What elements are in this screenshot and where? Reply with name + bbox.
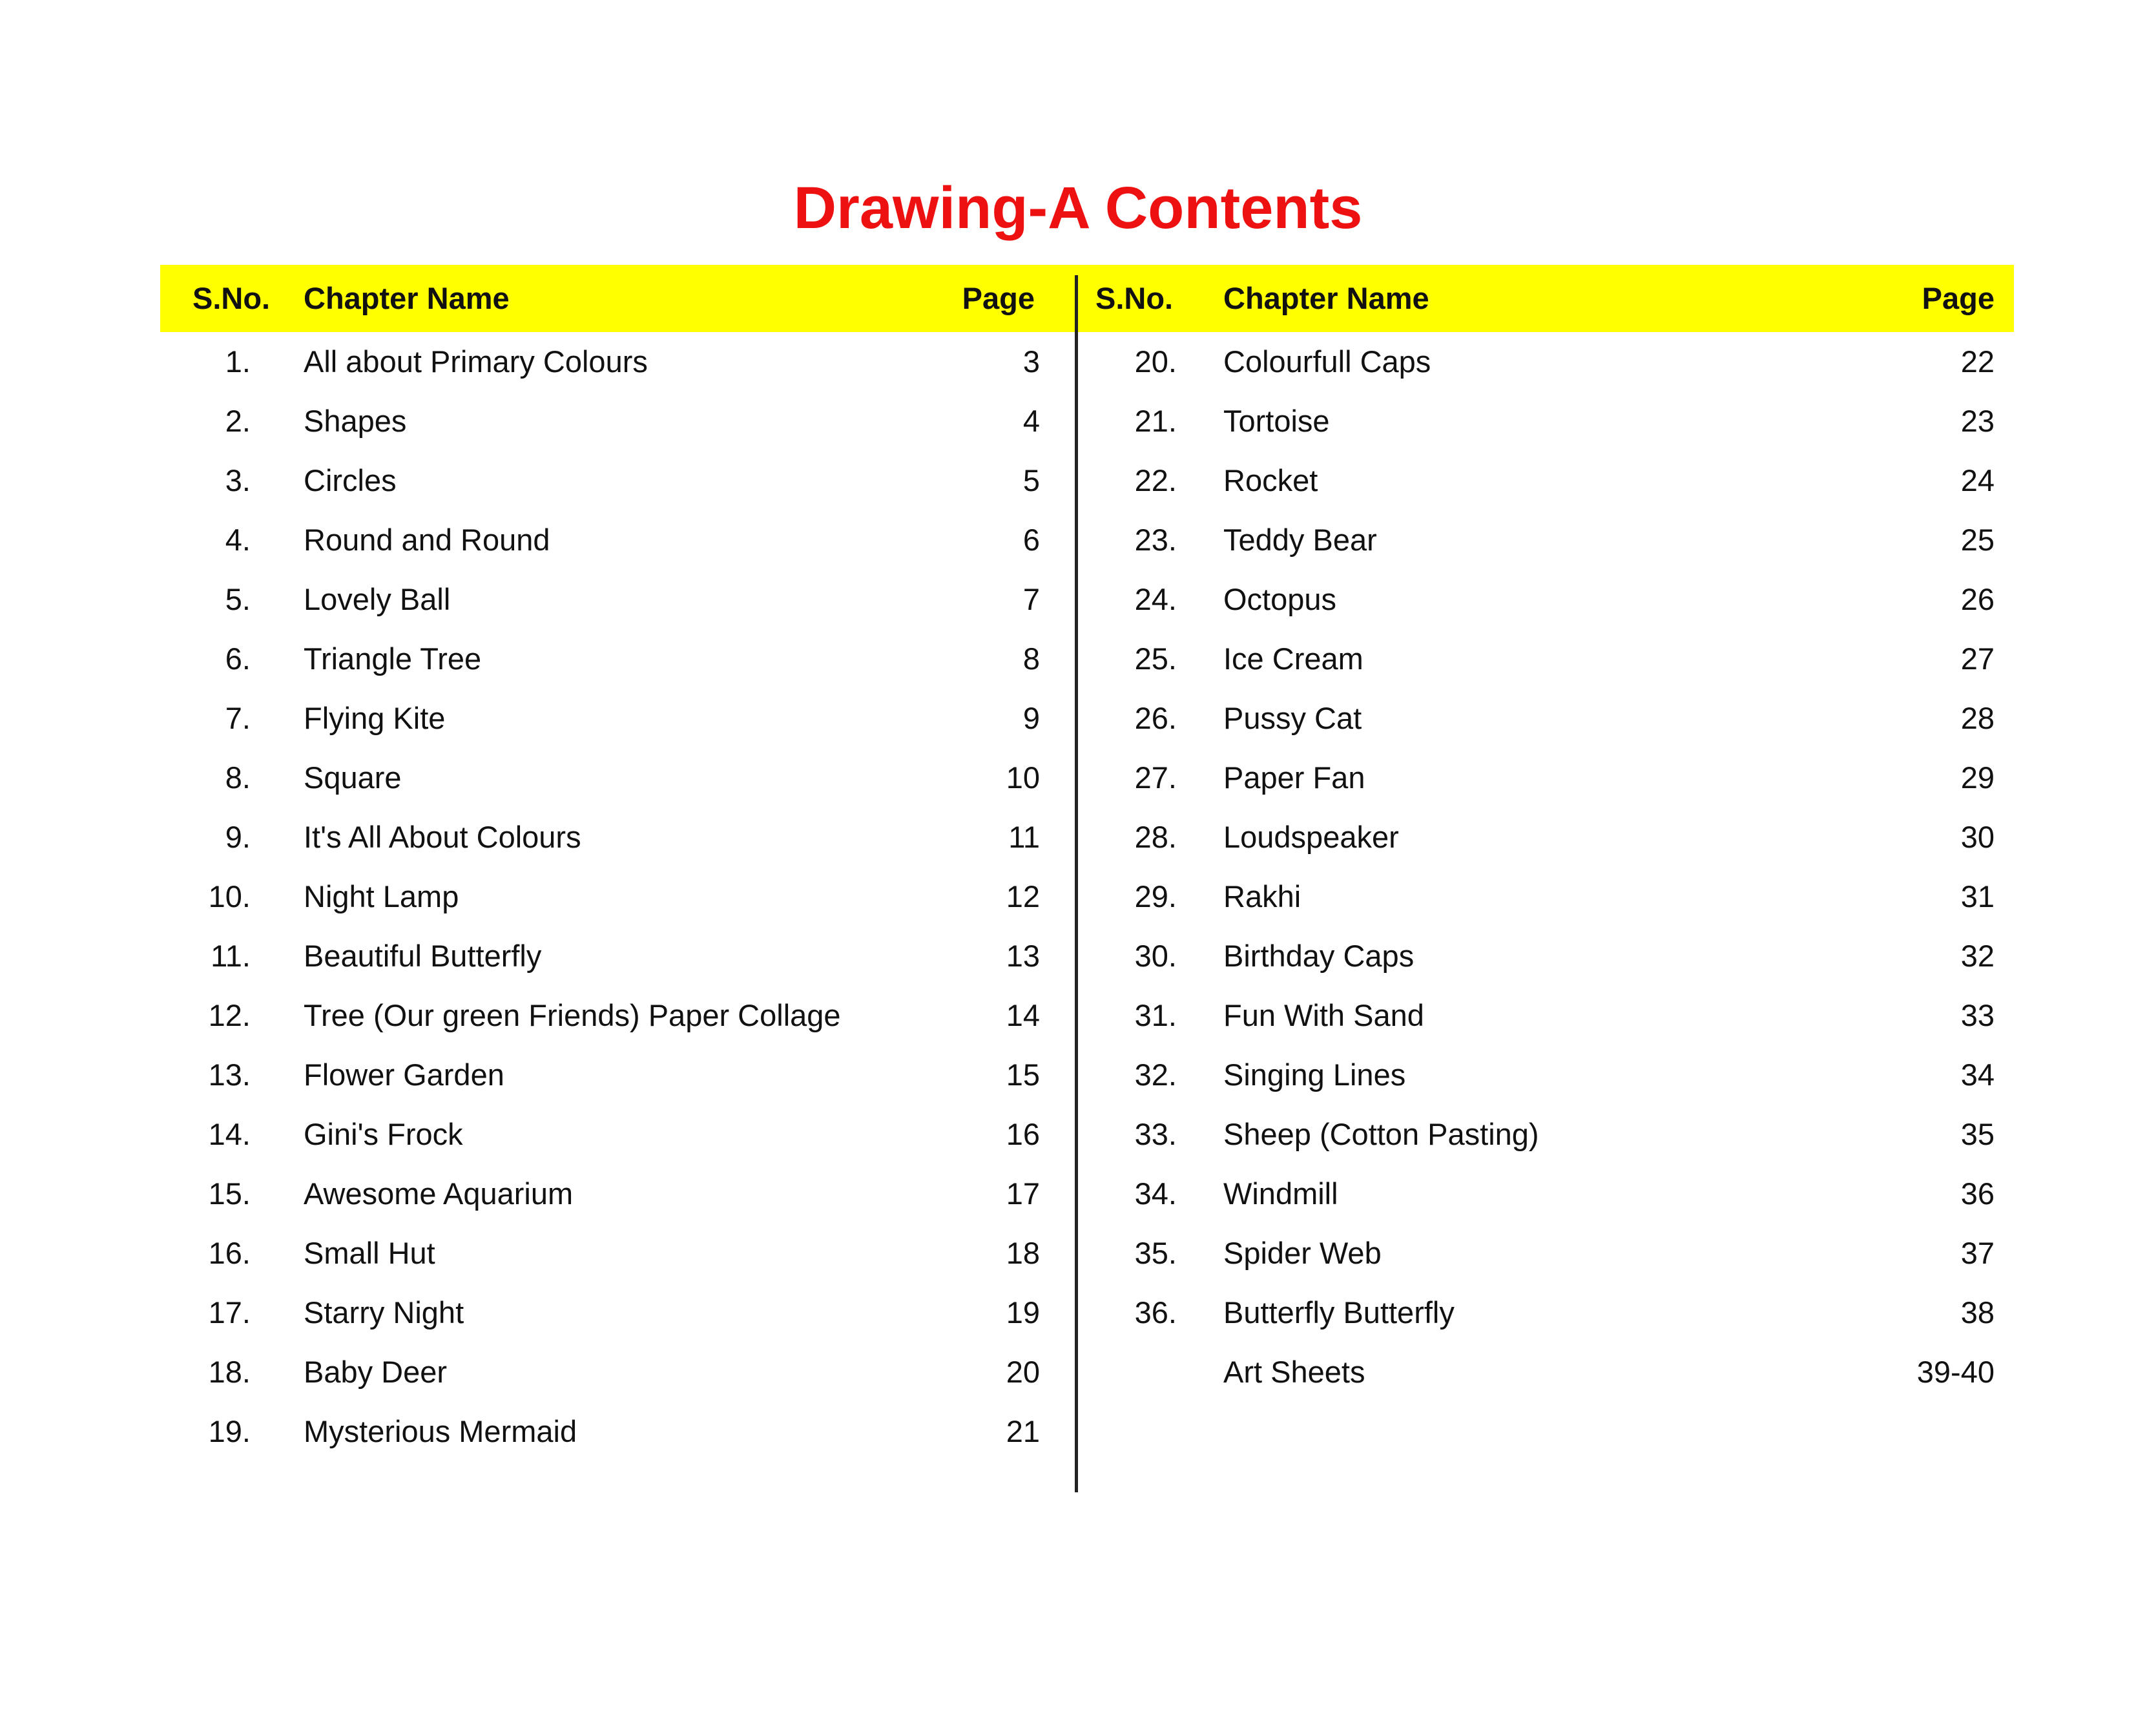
row-chapter-name: Octopus <box>1223 582 1337 616</box>
row-sno: 11. <box>211 939 251 973</box>
table-row <box>160 1224 1064 1283</box>
table-row <box>160 391 1064 451</box>
row-page: 35 <box>1960 1117 1995 1151</box>
table-row <box>160 332 1064 391</box>
table-row <box>160 1283 1064 1342</box>
page-title: Drawing-A Contents <box>793 175 1363 241</box>
table-row <box>1080 926 2014 986</box>
table-row <box>160 689 1064 748</box>
row-chapter-name: Small Hut <box>304 1236 435 1270</box>
row-chapter-name: Square <box>304 760 402 795</box>
row-chapter-name: Windmill <box>1223 1176 1338 1211</box>
row-chapter-name: Tree (Our green Friends) Paper Collage <box>304 998 841 1032</box>
row-chapter-name: Rocket <box>1223 463 1318 497</box>
table-row <box>160 1402 1064 1461</box>
row-sno: 8. <box>225 760 251 795</box>
table-row <box>1080 1342 2014 1402</box>
row-chapter-name: Rakhi <box>1223 879 1301 913</box>
header-chapter-name: Chapter Name <box>1223 281 1429 315</box>
table-row <box>160 510 1064 570</box>
table-row <box>160 808 1064 867</box>
row-chapter-name: It's All About Colours <box>304 820 581 854</box>
row-page: 26 <box>1960 582 1995 616</box>
row-sno: 19. <box>208 1414 251 1448</box>
row-page: 30 <box>1960 820 1995 854</box>
row-page: 8 <box>1022 641 1040 676</box>
row-chapter-name: Pussy Cat <box>1223 701 1362 735</box>
row-chapter-name: Gini's Frock <box>304 1117 463 1151</box>
table-row <box>160 451 1064 510</box>
header-page: Page <box>962 281 1035 315</box>
row-chapter-name: Teddy Bear <box>1223 523 1377 557</box>
row-sno: 29. <box>1134 879 1177 913</box>
row-page: 36 <box>1960 1176 1995 1211</box>
row-page: 39-40 <box>1916 1355 1995 1389</box>
row-page: 19 <box>1006 1295 1040 1330</box>
row-sno: 35. <box>1134 1236 1177 1270</box>
table-row <box>1080 1105 2014 1164</box>
row-chapter-name: Starry Night <box>304 1295 464 1330</box>
header-chapter-name: Chapter Name <box>304 281 510 315</box>
row-sno: 6. <box>225 641 251 676</box>
row-sno: 5. <box>225 582 251 616</box>
row-chapter-name: Birthday Caps <box>1223 939 1415 973</box>
row-sno: 16. <box>208 1236 251 1270</box>
row-page: 34 <box>1960 1058 1995 1092</box>
row-page: 18 <box>1006 1236 1040 1270</box>
row-sno: 26. <box>1134 701 1177 735</box>
row-sno: 34. <box>1134 1176 1177 1211</box>
row-chapter-name: All about Primary Colours <box>304 344 648 379</box>
table-row <box>160 1342 1064 1402</box>
row-chapter-name: Circles <box>304 463 397 497</box>
row-sno: 3. <box>225 463 251 497</box>
table-row <box>160 1045 1064 1105</box>
left-rows <box>160 332 1064 1461</box>
right-rows <box>1080 332 2014 1402</box>
table-header-row <box>160 265 1064 332</box>
table-row <box>1080 748 2014 808</box>
row-page: 21 <box>1006 1414 1040 1448</box>
table-header-row <box>1080 265 2014 332</box>
row-chapter-name: Loudspeaker <box>1223 820 1399 854</box>
row-chapter-name: Sheep (Cotton Pasting) <box>1223 1117 1539 1151</box>
table-row <box>1080 570 2014 629</box>
table-row <box>1080 391 2014 451</box>
row-chapter-name: Paper Fan <box>1223 760 1365 795</box>
row-chapter-name: Triangle Tree <box>304 641 482 676</box>
row-chapter-name: Lovely Ball <box>304 582 451 616</box>
row-chapter-name: Art Sheets <box>1223 1355 1365 1389</box>
row-sno: 36. <box>1134 1295 1177 1330</box>
row-page: 14 <box>1006 998 1040 1032</box>
row-sno: 1. <box>225 344 251 379</box>
row-chapter-name: Spider Web <box>1223 1236 1382 1270</box>
row-sno: 15. <box>208 1176 251 1211</box>
row-sno: 13. <box>208 1058 251 1092</box>
row-chapter-name: Flower Garden <box>304 1058 504 1092</box>
row-chapter-name: Round and Round <box>304 523 550 557</box>
row-sno: 17. <box>208 1295 251 1330</box>
table-row <box>160 867 1064 926</box>
table-row <box>1080 867 2014 926</box>
row-page: 28 <box>1960 701 1995 735</box>
row-sno: 7. <box>225 701 251 735</box>
row-sno: 33. <box>1134 1117 1177 1151</box>
row-page: 7 <box>1022 582 1040 616</box>
contents-column-left <box>160 265 1064 1461</box>
row-sno: 31. <box>1134 998 1177 1032</box>
row-page: 24 <box>1960 463 1995 497</box>
header-page: Page <box>1922 281 1995 315</box>
row-page: 22 <box>1960 344 1995 379</box>
row-page: 9 <box>1022 701 1040 735</box>
row-sno: 14. <box>208 1117 251 1151</box>
row-sno: 24. <box>1134 582 1177 616</box>
row-page: 25 <box>1960 523 1995 557</box>
column-divider <box>1075 275 1078 1492</box>
row-page: 23 <box>1960 404 1995 438</box>
header-sno: S.No. <box>192 281 271 315</box>
row-page: 10 <box>1006 760 1040 795</box>
row-sno: 18. <box>208 1355 251 1389</box>
row-page: 11 <box>1008 820 1040 854</box>
table-row <box>160 1164 1064 1224</box>
row-sno: 9. <box>225 820 251 854</box>
row-page: 15 <box>1006 1058 1040 1092</box>
row-page: 29 <box>1960 760 1995 795</box>
row-sno: 32. <box>1134 1058 1177 1092</box>
table-row <box>1080 510 2014 570</box>
table-row <box>1080 629 2014 689</box>
row-chapter-name: Baby Deer <box>304 1355 448 1389</box>
table-row <box>1080 1224 2014 1283</box>
row-sno: 25. <box>1134 641 1177 676</box>
table-row <box>1080 986 2014 1045</box>
row-sno: 12. <box>208 998 251 1032</box>
row-sno: 23. <box>1134 523 1177 557</box>
row-page: 3 <box>1022 344 1040 379</box>
row-page: 37 <box>1960 1236 1995 1270</box>
table-row <box>160 629 1064 689</box>
row-sno: 30. <box>1134 939 1177 973</box>
row-chapter-name: Ice Cream <box>1223 641 1363 676</box>
row-page: 13 <box>1006 939 1040 973</box>
row-sno: 21. <box>1134 404 1177 438</box>
table-row <box>1080 451 2014 510</box>
row-sno: 10. <box>208 879 251 913</box>
row-page: 5 <box>1022 463 1040 497</box>
table-row <box>1080 1283 2014 1342</box>
row-page: 27 <box>1960 641 1995 676</box>
table-row <box>160 1105 1064 1164</box>
table-row <box>160 748 1064 808</box>
row-page: 6 <box>1022 523 1040 557</box>
row-sno: 4. <box>225 523 251 557</box>
row-chapter-name: Fun With Sand <box>1223 998 1424 1032</box>
table-row <box>160 926 1064 986</box>
row-chapter-name: Singing Lines <box>1223 1058 1406 1092</box>
row-page: 20 <box>1006 1355 1040 1389</box>
row-sno: 2. <box>225 404 251 438</box>
row-chapter-name: Tortoise <box>1223 404 1330 438</box>
table-row <box>160 986 1064 1045</box>
row-chapter-name: Shapes <box>304 404 407 438</box>
row-page: 4 <box>1022 404 1040 438</box>
row-chapter-name: Flying Kite <box>304 701 446 735</box>
row-page: 33 <box>1960 998 1995 1032</box>
table-row <box>160 570 1064 629</box>
row-page: 32 <box>1960 939 1995 973</box>
row-page: 38 <box>1960 1295 1995 1330</box>
row-page: 17 <box>1006 1176 1040 1211</box>
table-row <box>1080 1164 2014 1224</box>
header-sno: S.No. <box>1095 281 1174 315</box>
table-row <box>1080 332 2014 391</box>
row-chapter-name: Colourfull Caps <box>1223 344 1431 379</box>
table-row <box>1080 808 2014 867</box>
row-chapter-name: Beautiful Butterfly <box>304 939 542 973</box>
contents-column-right <box>1080 265 2014 1402</box>
table-row <box>1080 689 2014 748</box>
row-sno: 22. <box>1134 463 1177 497</box>
row-sno: 27. <box>1134 760 1177 795</box>
row-sno: 20. <box>1134 344 1177 379</box>
row-page: 16 <box>1006 1117 1040 1151</box>
row-chapter-name: Awesome Aquarium <box>304 1176 574 1211</box>
row-chapter-name: Mysterious Mermaid <box>304 1414 577 1448</box>
table-row <box>1080 1045 2014 1105</box>
row-chapter-name: Night Lamp <box>304 879 459 913</box>
row-page: 12 <box>1006 879 1040 913</box>
row-sno: 28. <box>1134 820 1177 854</box>
row-page: 31 <box>1960 879 1995 913</box>
row-chapter-name: Butterfly Butterfly <box>1223 1295 1455 1330</box>
